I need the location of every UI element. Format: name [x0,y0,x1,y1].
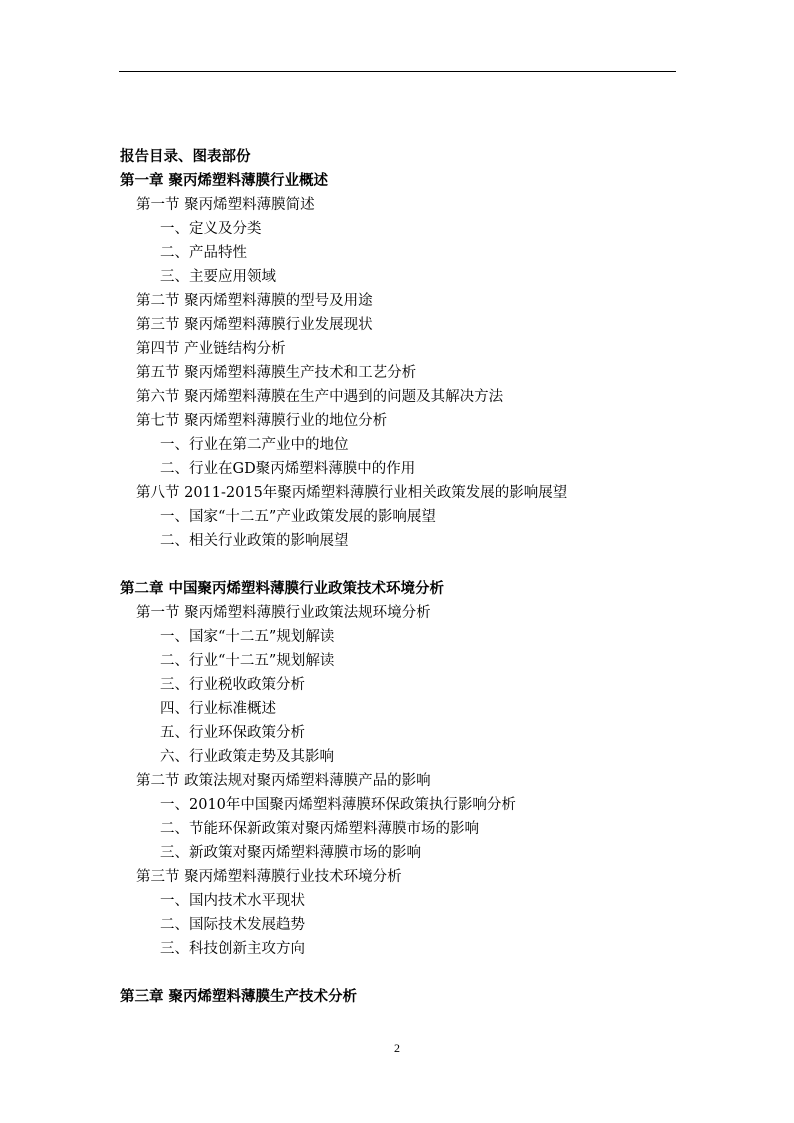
chapter-3-heading: 第三章 聚丙烯塑料薄膜生产技术分析 [120,988,358,1005]
chapter-gap [120,553,700,577]
chapter-gap [120,961,700,985]
section-2-3: 第三节 聚丙烯塑料薄膜行业技术环境分析 [136,869,402,885]
section-1-7: 第七节 聚丙烯塑料薄膜行业的地位分析 [136,413,388,429]
item-2-2-2: 二、节能环保新政策对聚丙烯塑料薄膜市场的影响 [160,821,479,837]
item-1-7-2: 二、行业在GD聚丙烯塑料薄膜中的作用 [160,461,416,477]
page-number: 2 [394,1041,400,1055]
item-1-1-3: 三、主要应用领域 [160,269,276,285]
item-2-2-3: 三、新政策对聚丙烯塑料薄膜市场的影响 [160,845,421,861]
item-1-8-2: 二、相关行业政策的影响展望 [160,533,349,549]
header-rule [119,71,676,72]
section-1-4: 第四节 产业链结构分析 [136,341,286,357]
chapter-1-heading: 第一章 聚丙烯塑料薄膜行业概述 [120,172,329,189]
item-2-1-2: 二、行业“十二五”规划解读 [160,653,335,669]
item-1-1-2: 二、产品特性 [160,245,247,261]
item-2-1-5: 五、行业环保政策分析 [160,725,305,741]
item-2-2-1: 一、2010年中国聚丙烯塑料薄膜环保政策执行影响分析 [160,797,516,813]
item-2-1-1: 一、国家“十二五”规划解读 [160,629,335,645]
item-2-3-2: 二、国际技术发展趋势 [160,917,305,933]
section-2-2: 第二节 政策法规对聚丙烯塑料薄膜产品的影响 [136,773,431,789]
section-1-3: 第三节 聚丙烯塑料薄膜行业发展现状 [136,317,373,333]
item-2-1-3: 三、行业税收政策分析 [160,677,305,693]
section-1-8: 第八节 2011-2015年聚丙烯塑料薄膜行业相关政策发展的影响展望 [136,485,568,501]
table-of-contents [120,145,700,1009]
chapter-2-heading: 第二章 中国聚丙烯塑料薄膜行业政策技术环境分析 [120,580,445,597]
item-2-1-4: 四、行业标准概述 [160,701,276,717]
item-1-7-1: 一、行业在第二产业中的地位 [160,437,349,453]
section-1-1: 第一节 聚丙烯塑料薄膜简述 [136,197,315,213]
item-2-3-1: 一、国内技术水平现状 [160,893,305,909]
item-1-1-1: 一、定义及分类 [160,221,262,237]
section-1-5: 第五节 聚丙烯塑料薄膜生产技术和工艺分析 [136,365,417,381]
item-2-3-3: 三、科技创新主攻方向 [160,941,305,957]
section-2-1: 第一节 聚丙烯塑料薄膜行业政策法规环境分析 [136,605,431,621]
section-1-6: 第六节 聚丙烯塑料薄膜在生产中遇到的问题及其解决方法 [136,389,504,405]
item-2-1-6: 六、行业政策走势及其影响 [160,749,334,765]
item-1-8-1: 一、国家“十二五”产业政策发展的影响展望 [160,509,436,525]
toc-title: 报告目录、图表部份 [120,148,251,165]
section-1-2: 第二节 聚丙烯塑料薄膜的型号及用途 [136,293,373,309]
